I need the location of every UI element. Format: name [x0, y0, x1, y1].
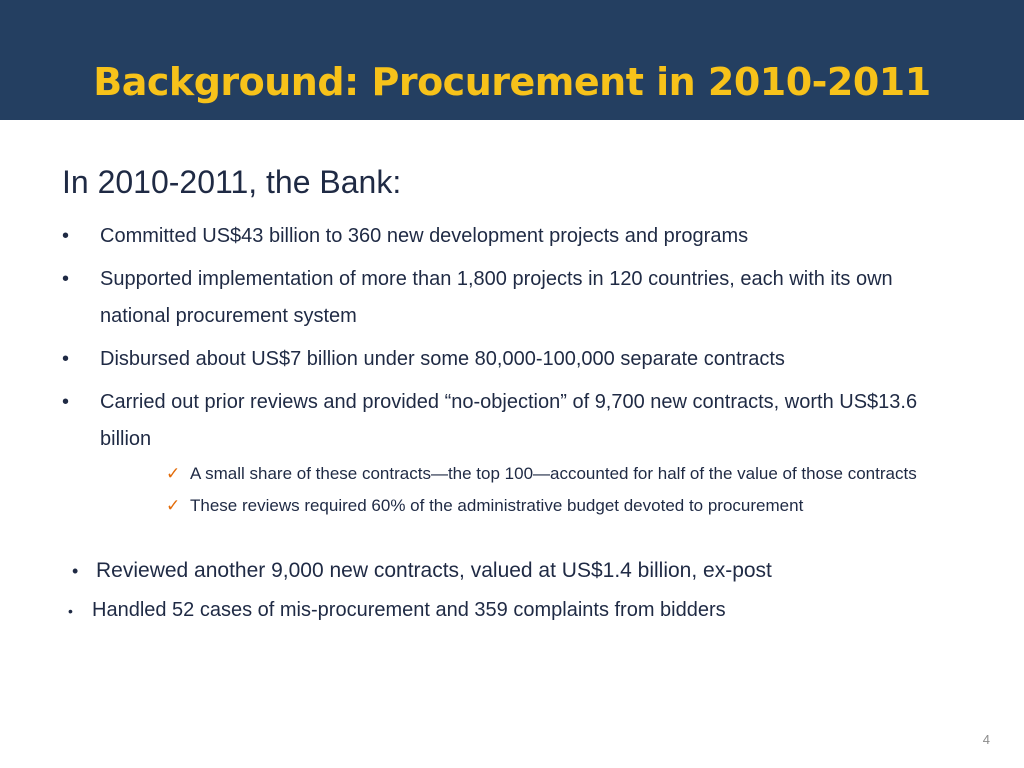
sub-bullet-list [160, 461, 960, 525]
bullet-text: Committed US$43 billion to 360 new development projects and programs [100, 225, 749, 247]
bullet-text: Handled 52 cases of mis-procurement and 359 complaints from bidders [92, 599, 726, 621]
bullet-text: Disbursed about US$7 billion under some 80,000-100,000 separate contracts [100, 348, 785, 370]
bullet-dot-icon: • [62, 391, 70, 413]
bullet-text: Reviewed another 9,000 new contracts, valued at US$1.4 billion, ex-post [96, 559, 772, 582]
bullet-dot-icon: • [62, 348, 70, 370]
bullet-item [72, 556, 772, 586]
sub-bullet-text: These reviews required 60% of the administrative budget devoted to procurement [190, 496, 804, 515]
bullet-list [62, 218, 942, 464]
bullet-item [62, 261, 942, 335]
sub-bullet-item [160, 461, 960, 487]
bullet-item [62, 341, 942, 378]
bullet-dot-icon: • [62, 268, 70, 290]
bullet-dot-icon: • [72, 561, 79, 581]
slide-title: Background: Procurement in 2010-2011 [93, 60, 931, 104]
checkmark-icon: ✓ [166, 496, 181, 515]
page-number: 4 [982, 732, 990, 747]
bullet-item [68, 595, 726, 625]
bullet-text: Supported implementation of more than 1,800 projects in 120 countries, each with its own national procurement system [100, 268, 893, 327]
bullet-dot-icon: • [62, 225, 70, 247]
bullet-item [62, 384, 942, 458]
intro-text: In 2010-2011, the Bank: [62, 164, 402, 200]
checkmark-icon: ✓ [166, 464, 181, 483]
sub-bullet-item [160, 493, 960, 519]
bullet-text: Carried out prior reviews and provided “no-objection” of 9,700 new contracts, worth US$13.6 billion [100, 391, 918, 450]
bullet-item [62, 218, 942, 255]
sub-bullet-text: A small share of these contracts—the top 100—accounted for half of the value of those contracts [190, 464, 917, 483]
bullet-dot-icon: • [68, 603, 73, 619]
